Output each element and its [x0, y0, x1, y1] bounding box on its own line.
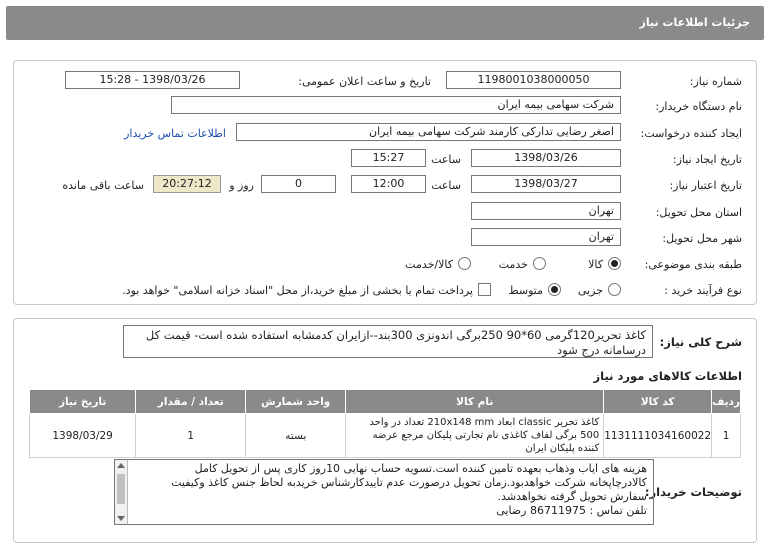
created-date-field: 1398/03/26 [471, 149, 621, 167]
announce-label: تاریخ و ساعت اعلان عمومی: [298, 75, 431, 88]
row-province [14, 202, 756, 224]
buyer-notes-text: هزینه های ایاب وذهاب بعهده تامین کننده است.تسویه حساب نهایی 10روز کاری پس از تحویل کامل کالادرچاپخانه شرکت خواهدبود.زمان تحویل درصورت عدم تاییدکارشناس خریدبه لحاظ جنس کاغذ وکیفیت سفارش تحویل گرفته نخواهدشد. [171, 462, 647, 503]
row-created [14, 149, 756, 171]
category-label: طبقه بندی موضوعی: [644, 258, 742, 271]
need-number-field: 1198001038000050 [446, 71, 621, 89]
scroll-up-arrow-icon[interactable] [117, 463, 125, 468]
row-valid [14, 175, 756, 197]
city-label: شهر محل تحویل: [662, 232, 742, 245]
creator-field: اصغر رضایی تدارکی کارمند شرکت سهامی بیمه ایران [236, 123, 621, 141]
cell-name: کاغذ تحریر classic ابعاد 210x148 mm تعداد در واحد 500 برگی لفاف کاغذی نام تجارتی پلیکان مرجع عرضه کننده پلیکان ایران [346, 414, 604, 458]
process-option-minor: جزیی [577, 284, 603, 297]
col-header-date: تاریخ نیاز [30, 390, 136, 414]
row-city [14, 228, 756, 250]
valid-label: تاریخ اعتبار نیاز: [669, 179, 742, 192]
scroll-thumb[interactable] [117, 474, 125, 504]
notes-scrollbar[interactable] [115, 460, 128, 524]
page-header [6, 6, 764, 40]
process-radio-medium[interactable] [548, 283, 561, 296]
category-option-goods: کالا [588, 258, 603, 271]
row-category [14, 254, 756, 276]
process-radio-minor[interactable] [608, 283, 621, 296]
buyer-org-label: نام دستگاه خریدار: [655, 100, 742, 113]
col-header-name: نام کالا [346, 390, 604, 414]
days-remaining-field: 0 [261, 175, 336, 193]
buyer-notes-content [129, 460, 653, 524]
days-label: روز و [229, 179, 254, 192]
valid-time-label: ساعت [431, 179, 461, 192]
row-need-number [14, 71, 756, 93]
col-header-unit: واحد شمارش [246, 390, 346, 414]
treasury-payment-checkbox[interactable] [478, 283, 491, 296]
remaining-label: ساعت باقی مانده [62, 179, 144, 192]
buyer-org-field: شرکت سهامی بیمه ایران [171, 96, 621, 114]
buyer-notes-phone: تلفن تماس : 86711975 رضایی [496, 504, 647, 517]
table-row [30, 414, 741, 458]
scroll-down-arrow-icon[interactable] [117, 516, 125, 521]
row-buyer-org [14, 96, 756, 118]
valid-time-field: 12:00 [351, 175, 426, 193]
cell-date: 1398/03/29 [30, 414, 136, 458]
summary-text: کاغذ تحریر120گرمی 60*90 250برگی اندونزی 300بند--ازایران کدمشابه استفاده شده است- قیمت کل درسامانه درج شود [123, 325, 653, 358]
cell-qty: 1 [136, 414, 246, 458]
city-field: تهران [471, 228, 621, 246]
created-time-field: 15:27 [351, 149, 426, 167]
buyer-notes-box[interactable] [114, 459, 654, 525]
need-details-panel [13, 318, 757, 543]
cell-unit: بسته [246, 414, 346, 458]
category-option-service: خدمت [498, 258, 528, 271]
page-title: جزئیات اطلاعات نیاز [639, 16, 750, 29]
created-time-label: ساعت [431, 153, 461, 166]
need-info-panel [13, 60, 757, 305]
announce-datetime-field: 1398/03/26 - 15:28 [65, 71, 240, 89]
cell-index: 1 [712, 414, 741, 458]
category-option-goods-service: کالا/خدمت [405, 258, 453, 271]
category-radio-service[interactable] [533, 257, 546, 270]
row-process [14, 280, 756, 302]
valid-date-field: 1398/03/27 [471, 175, 621, 193]
category-radio-goods[interactable] [608, 257, 621, 270]
province-label: استان محل تحویل: [655, 206, 742, 219]
province-field: تهران [471, 202, 621, 220]
process-label: نوع فرآیند خرید : [664, 284, 742, 297]
notes-label: توضیحات خریدار: [644, 485, 742, 499]
category-radio-goods-service[interactable] [458, 257, 471, 270]
summary-label: شرح کلی نیاز: [659, 335, 742, 349]
col-header-code: کد کالا [604, 390, 712, 414]
creator-label: ایجاد کننده درخواست: [640, 127, 742, 140]
created-label: تاریخ ایجاد نیاز: [672, 153, 742, 166]
process-option-medium: متوسط [508, 284, 543, 297]
col-header-qty: تعداد / مقدار [136, 390, 246, 414]
need-number-label: شماره نیاز: [689, 75, 742, 88]
row-creator [14, 123, 756, 145]
remaining-time-field: 20:27:12 [153, 175, 221, 193]
goods-table-header [30, 390, 741, 414]
cell-code: 1131111034160022 [604, 414, 712, 458]
goods-section-title: اطلاعات کالاهای مورد نیاز [593, 369, 742, 383]
treasury-payment-note: پرداخت تمام یا بخشی از مبلغ خرید،از محل "اسناد خزانه اسلامی" خواهد بود. [122, 284, 473, 297]
goods-table [29, 389, 741, 458]
buyer-contact-link[interactable]: اطلاعات تماس خریدار [124, 127, 226, 140]
col-header-index: ردیف [712, 390, 741, 414]
